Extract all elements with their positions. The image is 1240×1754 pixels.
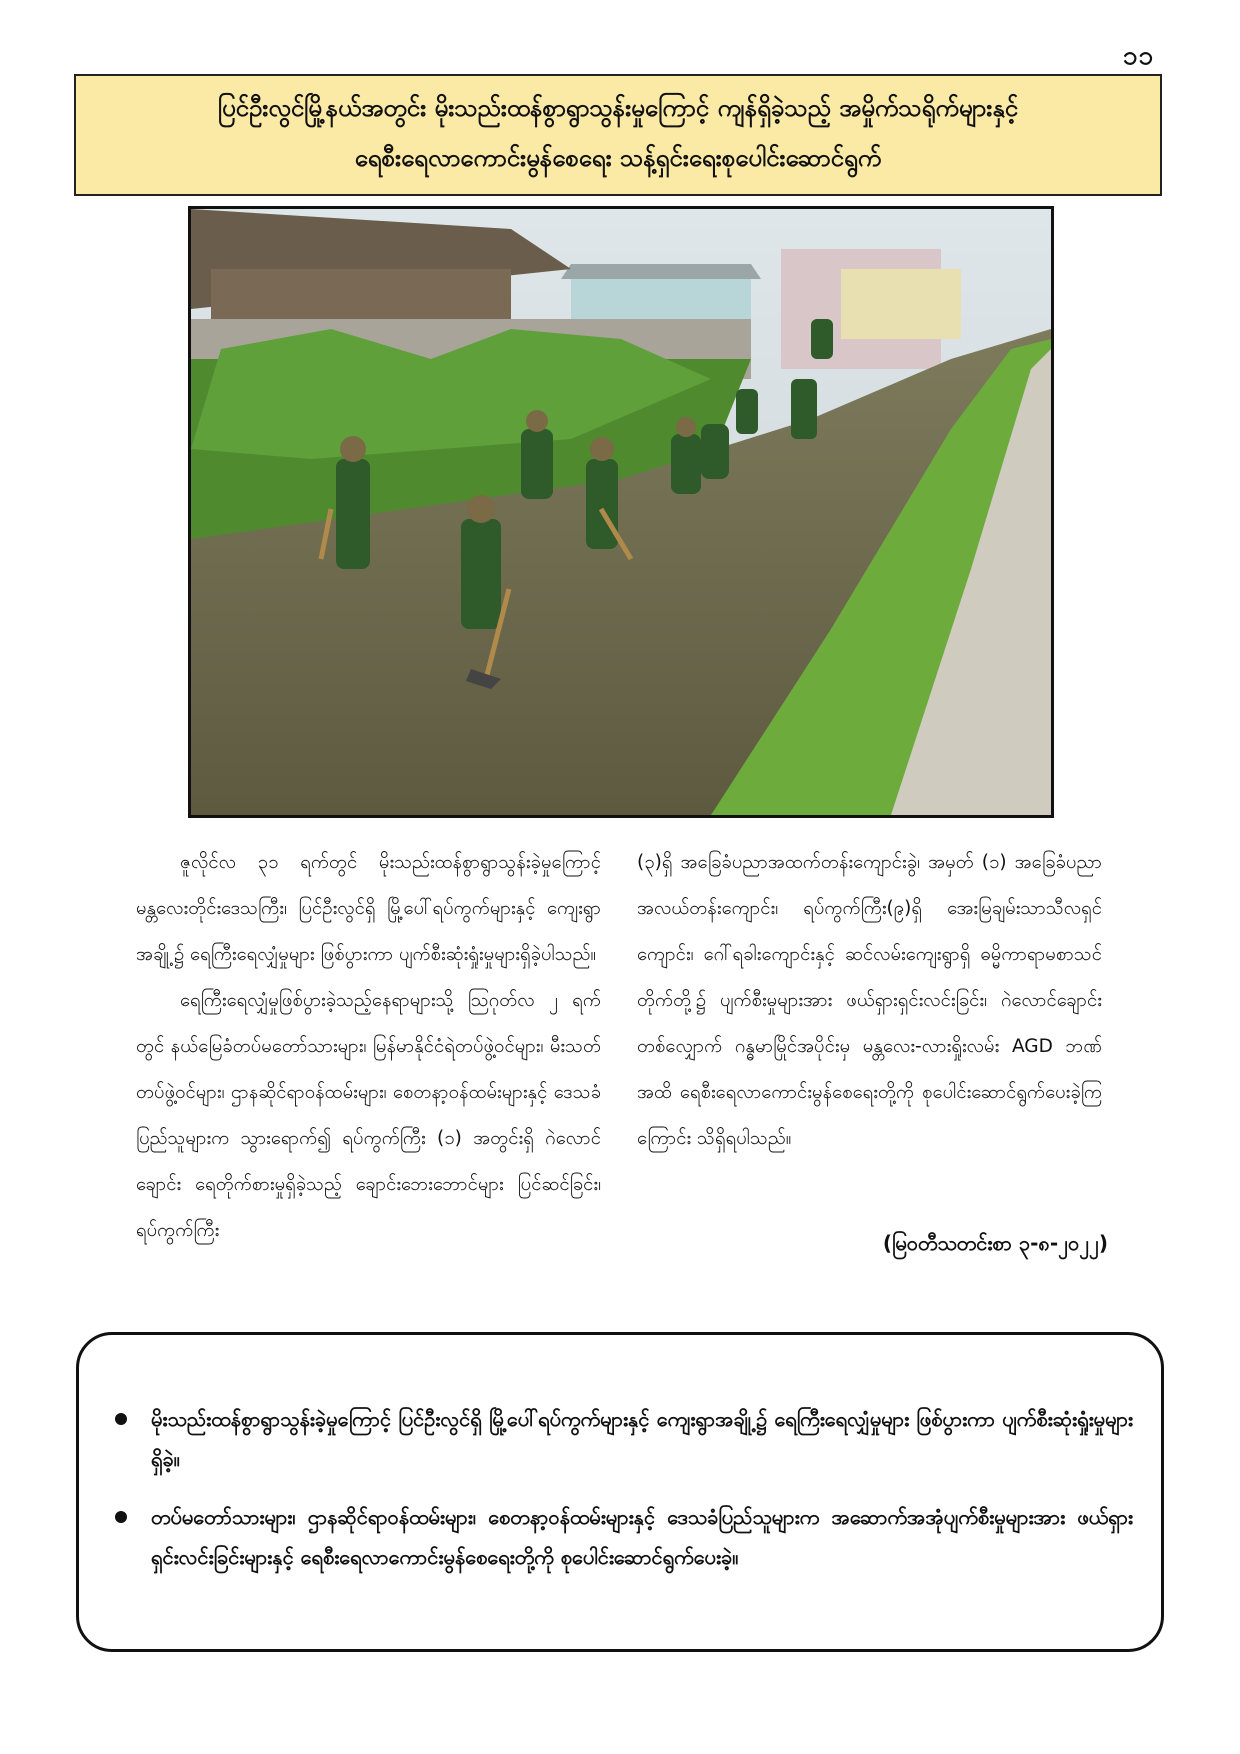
article-column-left [136,840,601,1280]
page-number: ၁၁ [1122,41,1154,71]
title-line-2: ရေစီးရေလာကောင်းမွန်စေရေး သန့်ရှင်းရေးစုပေါင်းဆောင်ရွက် [354,144,882,172]
summary-item [107,1497,1133,1577]
summary-list [107,1399,1133,1577]
article-paragraph: ဇူလိုင်လ ၃၁ ရက်တွင် မိုးသည်းထန်စွာရွာသွန်းခဲ့မှုကြောင့် မန္တလေးတိုင်းဒေသကြီး၊ ပြင်ဦးလွင်ရှိ မြို့ပေါ်ရပ်ကွက်များနှင့် ကျေးရွာအချို့၌ ရေကြီးရေလျှံမှုများ ဖြစ်ပွားကာ ပျက်စီးဆုံးရှုံးမှုများရှိခဲ့ပါသည်။ [136,852,601,965]
title-box [74,74,1162,196]
summary-text: မိုးသည်းထန်စွာရွာသွန်းခဲ့မှုကြောင့် ပြင်ဦးလွင်ရှိ မြို့ပေါ်ရပ်ကွက်များနှင့် ကျေးရွာအချို့၌ ရေကြီးရေလျှံမှုများ ဖြစ်ပွားကာ ပျက်စီးဆုံးရှုံးမှုများရှိခဲ့။ [151,1407,1133,1471]
news-photo [188,206,1054,818]
bullet-icon [115,1511,127,1523]
summary-box [76,1332,1164,1652]
source-citation: (မြဝတီသတင်းစာ ၃-၈-၂၀၂၂) [882,1231,1108,1255]
article-body [136,840,1102,1280]
title-line-1: ပြင်ဦးလွင်မြို့နယ်အတွင်း မိုးသည်းထန်စွာရွာသွန်းမှုကြောင့် ကျန်ရှိခဲ့သည့် အမှိုက်သရိုက်များနှင့် [217,94,1019,122]
article-column-right [637,840,1102,1280]
article-paragraph: (၃)ရှိ အခြေခံပညာအထက်တန်းကျောင်းခွဲ၊ အမှတ် (၁) အခြေခံပညာအလယ်တန်းကျောင်း၊ ရပ်ကွက်ကြီး(၉)ရှိ အေးမြချမ်းသာသီလရှင်ကျောင်း၊ ဂေါ်ရခါးကျောင်းနှင့် ဆင်လမ်းကျေးရွာရှိ ဓမ္မိကာရာမစာသင်တိုက်တို့၌ ပျက်စီးမှုများအား ဖယ်ရှားရှင်းလင်းခြင်း၊ ဂဲလောင်ချောင်းတစ်လျှောက် ဂန္ဓမာမြိုင်အပိုင်းမှ မန္တလေး-လားရှိုးလမ်း AGD ဘဏ်အထိ ရေစီးရေလာကောင်းမွန်စေရေးတို့ကို စုပေါင်းဆောင်ရွက်ပေးခဲ့ကြကြောင်း သိရှိရပါသည်။ [637,852,1102,1149]
summary-text: တပ်မတော်သားများ၊ ဌာနဆိုင်ရာဝန်ထမ်းများ၊ စေတနာ့ဝန်ထမ်းများနှင့် ဒေသခံပြည်သူများက အဆောက်အအုံပျက်စီးမှုများအား ဖယ်ရှားရှင်းလင်းခြင်းများနှင့် ရေစီးရေလာကောင်းမွန်စေရေးတို့ကို စုပေါင်းဆောင်ရွက်ပေးခဲ့။ [151,1505,1133,1569]
bullet-icon [115,1413,127,1425]
article-paragraph: ရေကြီးရေလျှံမှုဖြစ်ပွားခဲ့သည့်နေရာများသို့ ဩဂုတ်လ ၂ ရက်တွင် နယ်မြေခံတပ်မတော်သားများ၊ မြန်မာနိုင်ငံရဲတပ်ဖွဲ့ဝင်များ၊ မီးသတ်တပ်ဖွဲ့ဝင်များ၊ ဌာနဆိုင်ရာဝန်ထမ်းများ၊ စေတနာ့ဝန်ထမ်းများနှင့် ဒေသခံပြည်သူများက သွားရောက်၍ ရပ်ကွက်ကြီး (၁) အတွင်းရှိ ဂဲလောင်ချောင်း ရေတိုက်စားမှုရှိခဲ့သည့် ချောင်းဘေးဘောင်များ ပြင်ဆင်ခြင်း၊ ရပ်ကွက်ကြီး [136,990,601,1241]
canal-cleanup-photo [191,209,1051,815]
summary-item [107,1399,1133,1479]
